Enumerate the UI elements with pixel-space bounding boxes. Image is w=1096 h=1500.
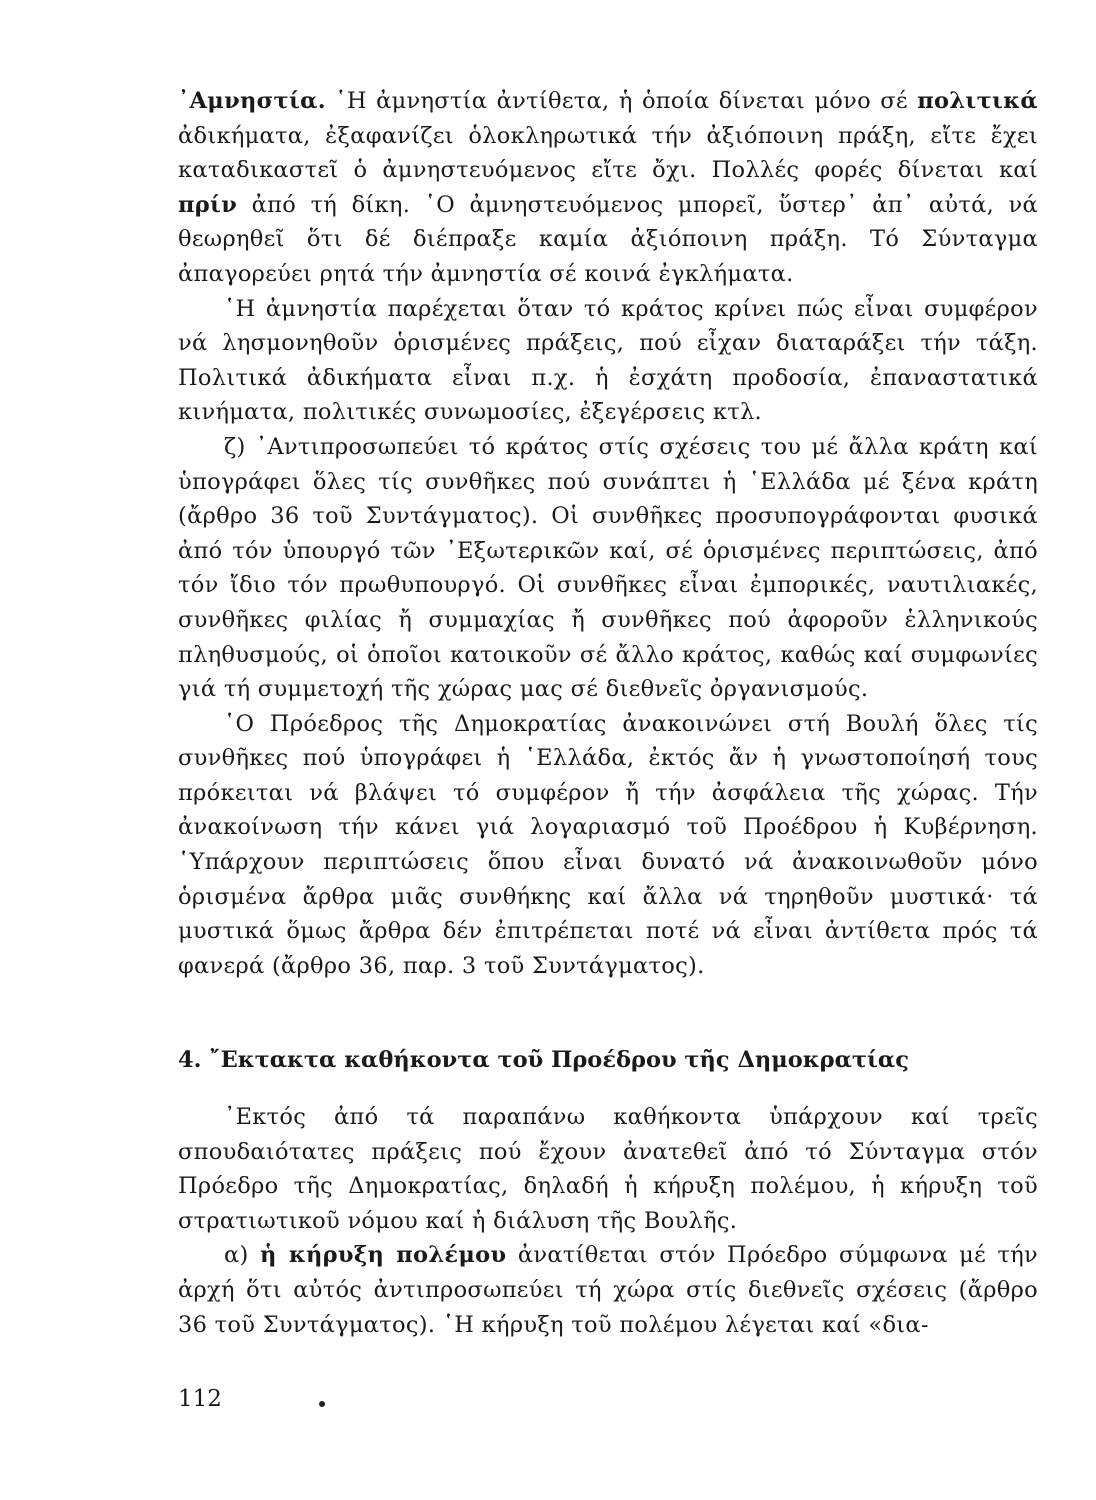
section-3-text [178,84,1038,983]
amnesty-granted-paragraph: ῾Η ἀμνηστία παρέχεται ὅταν τό κράτος κρίνει πώς εἶναι συμφέρον νά λησμονηθοῦν ὁρισμένες πράξεις, πού εἶχαν διαταράξει τήν τάξη. Πολιτικά ἀδικήματα εἶναι π.χ. ἡ ἐσχάτη προδοσία, ἐπαναστατικά κινήματα, πολιτικές συνωμοσίες, ἐξεγέρσεις κτλ. [178,295,1038,426]
section-4-heading: 4. ῎Εκτακτα καθήκοντα τοῦ Προέδρου τῆς Δημοκρατίας [178,1047,909,1073]
extraordinary-duties-paragraph: ᾿Εκτός ἀπό τά παραπάνω καθήκοντα ὑπάρχουν καί τρεῖς σπουδαιότατες πράξεις πού ἔχουν ἀνατεθεῖ ἀπό τό Σύνταγμα στόν Πρόεδρο τῆς Δημοκρατίας, δηλαδή ἡ κήρυξη πολέμου, ἡ κήρυξη τοῦ στρατιωτικοῦ νόμου καί ἡ διάλυση τῆς Βουλῆς. [178,1104,1038,1234]
amnesty-text-1: ῾Η ἀμνηστία ἀντίθετα, ἡ ὁποία δίνεται μόνο σέ [325,88,918,114]
amnesty-text-2: ἀδικήματα, ἐξαφανίζει ὁλοκληρωτικά τήν ἀξιόποινη πράξη, εἴτε ἔχει καταδικαστεῖ ὁ ἀμνηστευόμενος εἴτε ὄχι. Πολλές φορές δίνεται καί [178,122,1038,184]
amnesty-term: ᾿Αμνηστία. [178,88,326,114]
print-dot-mark [319,1401,325,1407]
representation-paragraph: ζ) ᾿Αντιπροσωπεύει τό κράτος στίς σχέσεις του μέ ἄλλα κράτη καί ὑπογράφει ὅλες τίς συνθῆκες πού συνάπτει ἡ ῾Ελλάδα μέ ξένα κράτη (ἄρθρο 36 τοῦ Συντάγματος). Οἱ συνθῆκες προσυπογράφονται φυσικά ἀπό τόν ὑπουργό τῶν ᾿Εξωτερικῶν καί, σέ ὁρισμένες περιπτώσεις, ἀπό τόν ἴδιο τόν πρωθυπουργό. Οἱ συνθῆκες εἶναι ἐμπορικές, ναυτιλιακές, συνθῆκες φιλίας ἤ συμμαχίας ἤ συνθῆκες πού ἀφοροῦν ἑλληνικούς πληθυσμούς, οἱ ὁποῖοι κατοικοῦν σέ ἄλλο κράτος, καθώς καί συμφωνίες γιά τή συμμετοχή τῆς χώρας μας σέ διεθνεῖς ὀργανισμούς. [178,433,1038,703]
section-4-text [178,1100,1038,1342]
amnesty-bold-before: πρίν [178,191,238,218]
amnesty-bold-political: πολιτικά [917,88,1038,114]
amnesty-paragraph [178,84,1038,292]
page-number: 112 [178,1386,222,1412]
war-item-bold: ἡ κήρυξη πολέμου [260,1242,507,1269]
war-item-prefix: α) [224,1242,261,1269]
amnesty-text-3: ἀπό τή δίκη. ῾Ο ἀμνηστευόμενος μπορεῖ, ὕστερ᾿ ἀπ᾿ αὐτά, νά θεωρηθεῖ ὅτι δέ διέπραξε καμία ἀξιόποινη πράξη. Τό Σύνταγμα ἀπαγορεύει ρητά τήν ἀμνηστία σέ κοινά ἐγκλήματα. [178,191,1038,287]
war-item-text: ἀνατίθεται στόν Πρόεδρο σύμφωνα μέ τήν ἀρχή ὅτι αὐτός ἀντιπροσωπεύει τή χώρα στίς διεθνεῖς σχέσεις (ἄρθρο 36 τοῦ Συντάγματος). ῾Η κήρυξη τοῦ πολέμου λέγεται καί «δια- [178,1242,1039,1338]
president-announces-paragraph: ῾Ο Πρόεδρος τῆς Δημοκρατίας ἀνακοινώνει στή Βουλή ὅλες τίς συνθῆκες πού ὑπογράφει ἡ ῾Ελλάδα, ἐκτός ἄν ἡ γνωστοποίησή τους πρόκειται νά βλάψει τό συμφέρον ἤ τήν ἀσφάλεια τῆς χώρας. Τήν ἀνακοίνωση τήν κάνει γιά λογαριασμό τοῦ Προέδρου ἡ Κυβέρνηση. ῾Υπάρχουν περιπτώσεις ὅπου εἶναι δυνατό νά ἀνακοινωθοῦν μόνο ὁρισμένα ἄρθρα μιᾶς συνθήκης καί ἄλλα νά τηρηθοῦν μυστικά· τά μυστικά ὅμως ἄρθρα δέν ἐπιτρέπεται ποτέ νά εἶναι ἀντίθετα πρός τά φανερά (ἄρθρο 36, παρ. 3 τοῦ Συντάγματος). [178,710,1038,979]
declaration-of-war-paragraph [178,1238,1038,1342]
